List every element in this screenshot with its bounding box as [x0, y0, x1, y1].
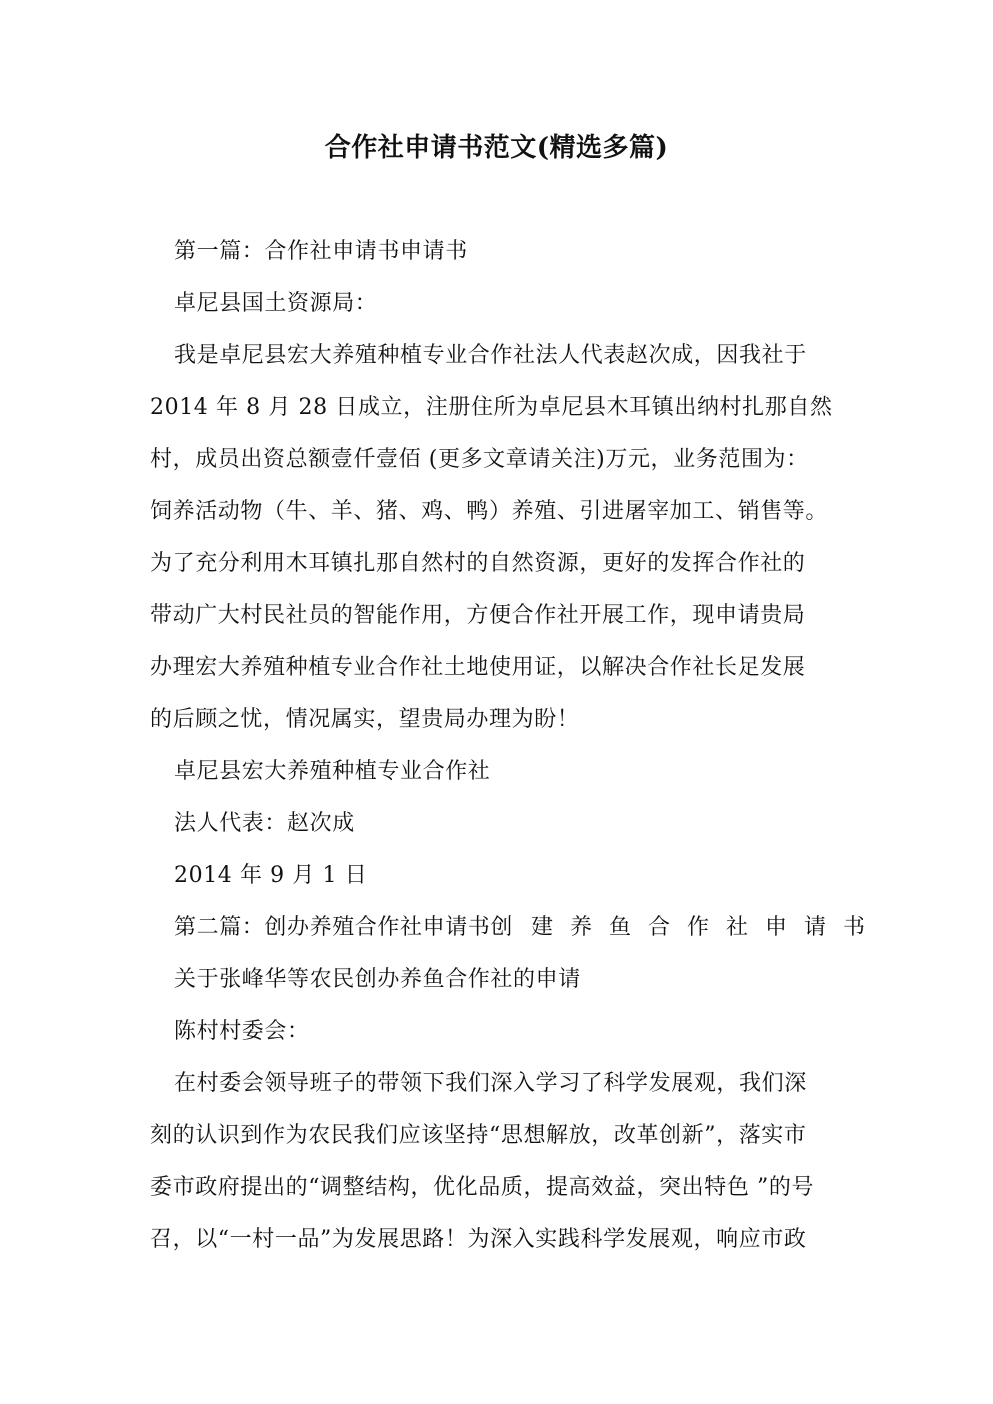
- document-title: 合作社申请书范文(精选多篇): [324, 133, 669, 163]
- signature-organization: 卓尼县宏大养殖种植专业合作社: [174, 759, 491, 784]
- paragraph-line: 我是卓尼县宏大养殖种植专业合作社法人代表赵次成，因我社于: [174, 343, 807, 368]
- signature-representative: 法人代表：赵次成: [174, 811, 355, 836]
- paragraph-line: 刻的认识到作为农民我们应该坚持“思想解放，改革创新”，落实市: [150, 1123, 807, 1148]
- paragraph-line: 带动广大村民社员的智能作用，方便合作社开展工作，现申请贵局: [150, 603, 806, 628]
- paragraph-line: 为了充分利用木耳镇扎那自然村的自然资源，更好的发挥合作社的: [150, 551, 806, 576]
- section-heading-2: [174, 911, 882, 945]
- paragraph-line: 在村委会领导班子的带领下我们深入学习了科学发展观，我们深: [174, 1071, 807, 1096]
- section-heading-1: 第一篇：合作社申请书申请书: [174, 239, 468, 264]
- paragraph-line: 2014 年 8 月 28 日成立，注册住所为卓尼县木耳镇出纳村扎那自然: [150, 395, 833, 420]
- section-heading-2-part-b: 建养鱼合作社申请书: [531, 915, 883, 940]
- paragraph-line: 的后顾之忧，情况属实，望贵局办理为盼！: [150, 707, 580, 732]
- paragraph-line: 办理宏大养殖种植专业合作社土地使用证，以解决合作社长足发展: [150, 655, 806, 680]
- addressee: 卓尼县国土资源局：: [174, 291, 378, 316]
- section-heading-2-part-a: 第二篇：创办养殖合作社申请书创: [174, 915, 514, 940]
- paragraph-line: 饲养活动物（牛、羊、猪、鸡、鸭）养殖、引进屠宰加工、销售等。: [150, 499, 829, 524]
- paragraph-line: 村，成员出资总额壹仟壹佰 (更多文章请关注)万元，业务范围为：: [150, 447, 809, 472]
- paragraph-line: 召，以“一村一品”为发展思路！为深入实践科学发展观，响应市政: [150, 1227, 807, 1252]
- paragraph-line: 委市政府提出的“调整结构，优化品质，提高效益，突出特色 ”的号: [150, 1175, 815, 1200]
- signature-date: 2014 年 9 月 1 日: [174, 863, 368, 888]
- letter-subject: 关于张峰华等农民创办养鱼合作社的申请: [174, 967, 581, 992]
- addressee-2: 陈村村委会：: [174, 1019, 310, 1044]
